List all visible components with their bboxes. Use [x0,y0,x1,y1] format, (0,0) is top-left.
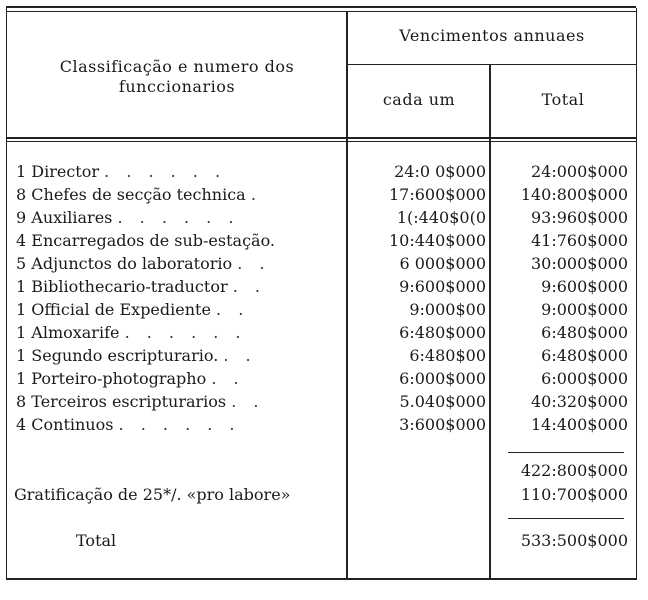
row-name: 1 Director . . . . . . [16,162,227,181]
subtotal-rule [508,452,624,453]
row-total: 140:800$000 [520,185,628,204]
row-total: 24:000$000 [530,162,628,181]
row-total: 14:400$000 [530,415,628,434]
row-cada-um: 6 000$000 [399,254,486,273]
header-total: Total [541,90,585,109]
row-name: 1 Segundo escripturario. . . [16,346,257,365]
row-total: 40:320$000 [530,392,628,411]
row-cada-um: 1(:440$0(0 [396,208,486,227]
column-divider-vertical [489,65,491,580]
row-cada-um: 24:0 0$000 [394,162,486,181]
header-vencimentos: Vencimentos annuaes [399,26,585,45]
row-cada-um: 6:480$00 [409,346,486,365]
grand-total-label: Total [76,531,117,550]
header-group-underline [348,64,636,65]
row-name: 9 Auxiliares . . . . . . [16,208,240,227]
subtotal-value: 422:800$000 [520,461,628,480]
row-total: 30:000$000 [530,254,628,273]
total-rule [508,518,624,519]
right-border [636,8,637,580]
row-name: 4 Continuos . . . . . . [16,415,241,434]
left-border [6,8,7,580]
row-cada-um: 5.040$000 [399,392,486,411]
row-name: 1 Porteiro-photographo . . [16,369,245,388]
row-name: 8 Chefes de secção technica . [16,185,262,204]
top-double-rule-2 [6,11,636,12]
row-cada-um: 10:440$000 [388,231,486,250]
gratificacao-value: 110:700$000 [520,485,628,504]
row-cada-um: 17:600$000 [388,185,486,204]
row-cada-um: 3:600$000 [399,415,486,434]
row-name: 1 Bibliothecario-traductor . . [16,277,266,296]
row-name: 1 Official de Expediente . . [16,300,250,319]
row-cada-um: 6:480$000 [399,323,486,342]
row-cada-um: 9:600$000 [399,277,486,296]
row-name: 1 Almoxarife . . . . . . [16,323,247,342]
row-name: 5 Adjunctos do laboratorio . . [16,254,271,273]
gratificacao-label: Gratificação de 25*/. «pro labore» [14,485,291,504]
row-cada-um: 6:000$000 [399,369,486,388]
row-total: 9:600$000 [541,277,628,296]
row-total: 6:000$000 [541,369,628,388]
header-bottom-rule-2 [6,141,636,142]
header-bottom-rule-1 [6,137,636,139]
row-cada-um: 9:000$00 [409,300,486,319]
row-total: 9:000$000 [541,300,628,319]
grand-total-value: 533:500$000 [520,531,628,550]
header-divider-vertical [346,12,348,580]
header-classification-line2: funccionarios [118,77,236,96]
row-total: 93:960$000 [530,208,628,227]
bottom-rule [6,578,636,580]
row-name: 4 Encarregados de sub-estação. [16,231,276,250]
row-total: 41:760$000 [530,231,628,250]
header-classification-line1: Classificação e numero dos [59,57,295,76]
row-total: 6:480$000 [541,323,628,342]
header-cada-um: cada um [382,90,456,109]
top-double-rule-1 [6,6,636,8]
row-total: 6:480$000 [541,346,628,365]
row-name: 8 Terceiros escripturarios . . [16,392,265,411]
